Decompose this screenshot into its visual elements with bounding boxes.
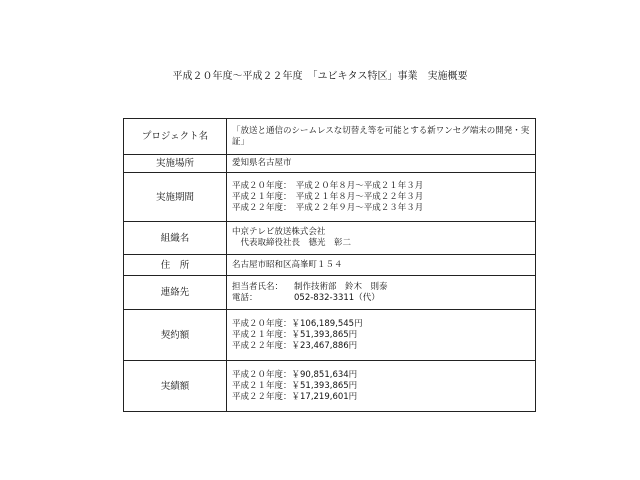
row-project-name	[124, 119, 536, 155]
label-actual-amount: 実績額	[124, 361, 227, 412]
period-line: 平成２１年度： 平成２１年８月～平成２２年３月	[232, 191, 424, 202]
label-project-name: プロジェクト名	[124, 119, 227, 155]
contact-phone	[232, 293, 531, 304]
value-actual-amount	[227, 361, 536, 412]
row-period	[124, 173, 536, 222]
contact-person-key: 担当者氏名：	[232, 281, 284, 292]
label-period: 実施期間	[124, 173, 227, 222]
project-summary-table	[123, 118, 536, 412]
contact-person	[232, 282, 531, 293]
row-contact	[124, 276, 536, 310]
row-organization	[124, 222, 536, 255]
contract-amount-line: 平成２２年度：￥23,467,886円	[232, 340, 358, 351]
value-location: 愛知県名古屋市	[227, 155, 536, 173]
label-contract-amount: 契約額	[124, 310, 227, 361]
project-name-text: 「放送と通信のシームレスな切替え等を可能とする新ワンセグ端末の開発・実証」	[232, 125, 530, 147]
organization-name: 中京テレビ放送株式会社	[232, 227, 326, 237]
value-contact	[227, 276, 536, 310]
actual-amount-line: 平成２２年度：￥17,219,601円	[232, 391, 358, 402]
contract-amount-line: 平成２１年度：￥51,393,865円	[232, 329, 358, 340]
value-organization	[227, 222, 536, 255]
value-project-name	[227, 119, 536, 155]
value-address: 名古屋市昭和区高峯町１５４	[227, 255, 536, 276]
label-address: 住 所	[124, 255, 227, 276]
label-contact: 連絡先	[124, 276, 227, 310]
period-line: 平成２０年度： 平成２０年８月～平成２１年３月	[232, 180, 424, 191]
row-location	[124, 155, 536, 173]
contact-phone-key: 電話：	[232, 292, 258, 303]
actual-amount-line: 平成２１年度：￥51,393,865円	[232, 380, 358, 391]
label-location: 実施場所	[124, 155, 227, 173]
row-contract-amount	[124, 310, 536, 361]
contract-amount-line: 平成２０年度：￥106,189,545円	[232, 318, 363, 329]
value-contract-amount	[227, 310, 536, 361]
contact-person-value: 制作技術部 鈴木 則泰	[294, 281, 388, 292]
value-period	[227, 173, 536, 222]
contact-phone-value: 052-832-3311（代）	[294, 292, 380, 303]
document-title: 平成２０年度～平成２２年度 「ユビキタス特区」事業 実施概要	[172, 71, 468, 82]
actual-amount-line: 平成２０年度：￥90,851,634円	[232, 369, 358, 380]
row-address	[124, 255, 536, 276]
row-actual-amount	[124, 361, 536, 412]
period-line: 平成２２年度： 平成２２年９月～平成２３年３月	[232, 202, 424, 213]
label-organization: 組織名	[124, 222, 227, 255]
organization-representative: 代表取締役社長 德光 彰二	[232, 238, 352, 248]
